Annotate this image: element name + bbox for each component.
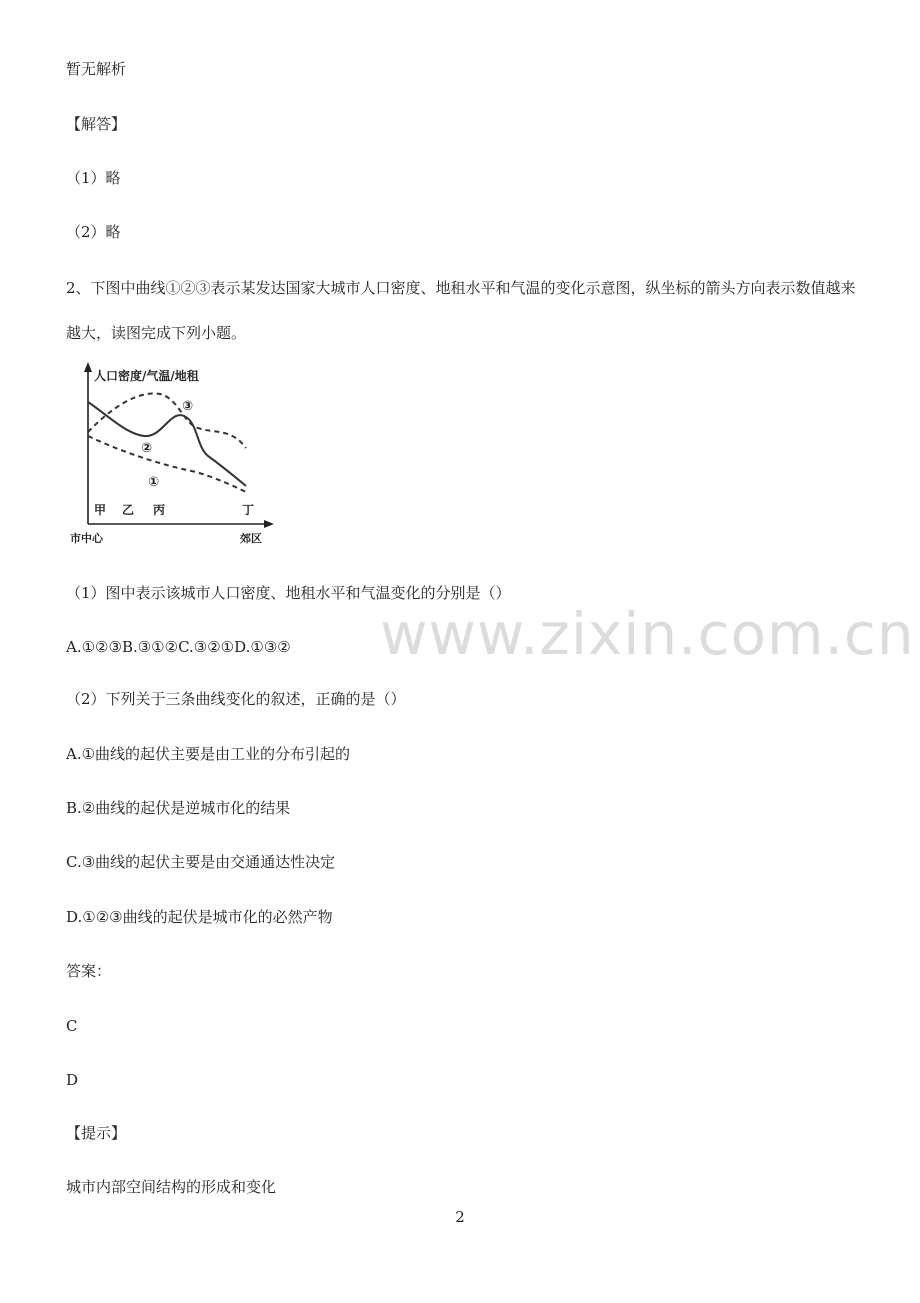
sub-question-1-options: A.①②③B.③①②C.③②①D.①③②	[66, 638, 291, 656]
answer-c: C	[66, 1017, 78, 1035]
question-2-stem: 2、下图中曲线①②③表示某发达国家大城市人口密度、地租水平和气温的变化示意图，纵坐标的箭头方向表示数值越来越大，读图完成下列小题。	[66, 279, 856, 342]
curve-label-2: ②	[141, 441, 153, 456]
x-axis-arrow	[264, 520, 274, 528]
option-a: A.①曲线的起伏主要是由工业的分布引起的	[66, 745, 351, 763]
y-axis-arrow	[84, 362, 92, 372]
page-number: 2	[455, 1208, 465, 1226]
location-yi: 乙	[122, 503, 135, 517]
x-axis-end-label: 郊区	[240, 532, 262, 545]
hint-header: 【提示】	[66, 1124, 127, 1142]
watermark: www.zixin.com.cn	[380, 600, 915, 668]
curve-2	[88, 402, 246, 486]
option-b: B.②曲线的起伏是逆城市化的结果	[66, 799, 291, 817]
curve-label-1: ①	[148, 475, 160, 490]
answer-header: 【解答】	[66, 115, 127, 133]
sub-question-1: （1）图中表示该城市人口密度、地租水平和气温变化的分别是（）	[66, 584, 511, 602]
option-d: D.①②③曲线的起伏是城市化的必然产物	[66, 908, 333, 926]
no-analysis-text: 暂无解析	[66, 60, 127, 78]
location-jia: 甲	[94, 503, 107, 517]
answer-2: （2）略	[66, 223, 121, 241]
answer-1: （1）略	[66, 169, 121, 187]
option-c: C.③曲线的起伏主要是由交通通达性决定	[66, 853, 336, 871]
answer-d: D	[66, 1071, 79, 1089]
urban-curves-figure	[66, 358, 276, 550]
y-axis-label: 人口密度/气温/地租	[94, 369, 199, 383]
location-ding: 丁	[242, 503, 255, 517]
answer-label: 答案：	[66, 962, 112, 980]
x-axis-start-label: 市中心	[70, 532, 103, 545]
location-bing: 丙	[153, 503, 166, 517]
curve-1	[88, 436, 246, 492]
hint-text: 城市内部空间结构的形成和变化	[66, 1178, 277, 1196]
sub-question-2: （2）下列关于三条曲线变化的叙述，正确的是（）	[66, 690, 406, 708]
curve-label-3: ③	[182, 399, 194, 414]
